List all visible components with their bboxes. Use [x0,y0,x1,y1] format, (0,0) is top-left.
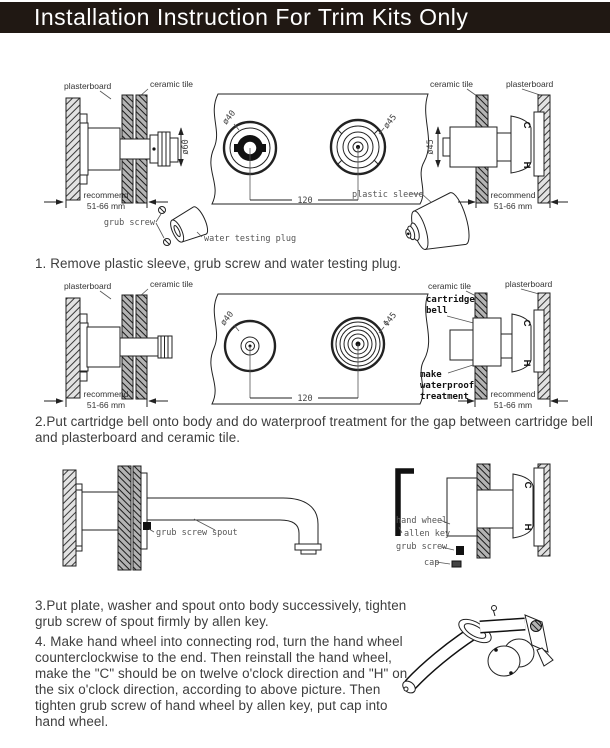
allen-key-label: allen key [404,529,451,539]
waterproof-label-line3: treatment [420,392,469,402]
recommend-label: recommend [83,190,129,200]
step-3-text: 3.Put plate, washer and spout onto body successively, tighten grub screw of spout firmly by allen key. [35,598,407,629]
dim-hole-right: ø45 [381,112,400,131]
valve-body [82,492,118,530]
water-testing-plug-label: water testing plug [204,234,297,244]
bolt [492,606,497,611]
plastic-sleeve-label: plastic sleeve [352,190,424,200]
grub-screw-label: grub screw [396,542,448,552]
cartridge-bell-label-line2: bell [426,306,448,316]
grub-screw-label: grub screw [103,218,155,228]
valve-body [450,127,497,167]
handle-c-mark: C [522,481,533,489]
cartridge-bell-label: cartridge [426,295,475,305]
wall-section-left [44,280,193,410]
water-testing-plug-installed [158,132,170,166]
cap-part [452,561,461,567]
dim-span-120: 120 [297,394,313,404]
hand-wheel-assembly [396,464,550,568]
valve-body [87,327,120,367]
dim-span-120: 120 [297,196,313,206]
step-1-text: 1. Remove plastic sleeve, grub screw and water testing plug. [35,256,402,271]
recommend-range: 51-66 mm [86,400,126,410]
spout-assembly [63,466,321,570]
plasterboard-label: plasterboard [64,81,112,91]
ceramic-tile-label: ceramic tile [430,79,473,89]
connecting-rod [120,338,158,356]
step-4-text: 4. Make hand wheel into connecting rod, turn the hand wheel counterclockwise to the end. Then reinstall the hand wheel, make the "C" should be on twelve o'clock direction and "H" on the six o'clock direction, according to above picture. Then tighten grub screw of hand wheel by allen key, put cap into hand wheel. [35,634,408,729]
plasterboard-label: plasterboard [506,79,554,89]
diagram-step2 [0,280,610,412]
faucet-drawing [400,606,553,696]
wall-plate [141,473,147,549]
title-banner [0,2,610,33]
hand-wheel-label: hand wheel [396,516,448,526]
page-title: Installation Instruction For Trim Kits Only [34,4,469,30]
wall-section-left [44,79,193,211]
valve-body [88,128,120,170]
removed-parts [104,205,296,247]
recommend-range: 51-66 mm [493,201,533,211]
dim-hole-left: ø40 [218,309,237,328]
plasterboard-hatch [66,98,80,200]
dim-hole-left: ø40 [220,108,239,127]
ceramic-tile-label: ceramic tile [150,280,193,289]
cap-label: cap [424,558,440,568]
grub-screw-part [456,546,464,555]
wall-section-right [420,280,568,410]
cartridge-bell [473,318,501,366]
recommend-label: recommend [83,389,129,399]
diagram-step3 [0,460,610,598]
valve-cylinder [488,646,520,676]
spout-label: spout [212,528,238,538]
dim-hole-right: Φ45 [381,310,400,329]
ceramic-tile-label: ceramic tile [150,79,193,89]
dim-plug-diameter: ø60 [181,139,191,155]
grub-screw-dot [152,147,155,150]
recommend-range: 51-66 mm [493,400,533,410]
plasterboard-label: plasterboard [505,280,553,289]
assembled-faucet-isometric [380,600,608,745]
diagram-step1 [0,78,610,260]
front-view-panel [211,294,429,404]
allen-key [398,471,414,536]
recommend-label: recommend [490,190,536,200]
handle-h-mark: H [521,161,532,169]
handle-h-mark: H [521,359,532,367]
waterproof-label: make [420,370,442,380]
handle-h-mark: H [522,523,533,531]
inlet-port [531,621,542,632]
ceramic-tile-label: ceramic tile [428,281,471,291]
plasterboard-label: plasterboard [64,281,112,291]
dim-trim-diameter: ø45 [426,139,436,155]
recommend-label: recommend [490,389,536,399]
step-2-text: 2.Put cartridge bell onto body and do waterproof treatment for the gap between cartridge bell and plasterboard and ceramic tile. [35,414,593,445]
hand-wheel [447,478,477,536]
wall-section-right [426,79,568,211]
valve-body [450,330,475,360]
recommend-range: 51-66 mm [86,201,126,211]
grub-screw-part [143,522,151,530]
grub-screw-label: grub screw [156,528,208,538]
waterproof-label-line2: waterproof [420,381,475,391]
handle-c-mark: C [521,121,532,129]
handle-c-mark: C [521,319,532,327]
